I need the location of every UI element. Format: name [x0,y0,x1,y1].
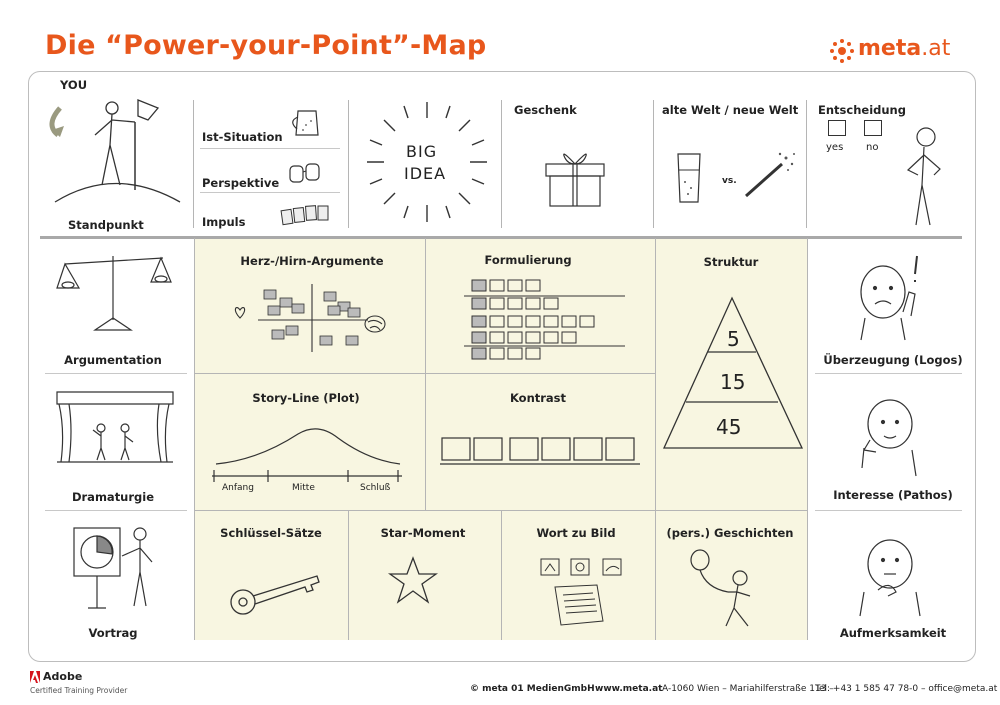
schluessel-label: Schlüssel-Sätze [220,526,322,540]
grid-v-195 [194,238,195,640]
footer-copyright: © meta 01 MedienGmbH [470,684,595,694]
pathos-label: Interesse (Pathos) [833,488,953,502]
big-idea-burst-icon [362,100,492,225]
dramaturgie-label: Dramaturgie [71,490,155,504]
vs-label: vs. [722,176,737,186]
top-divider-5 [806,100,807,228]
situation-perspektive: Perspektive [202,176,280,190]
word-to-image-icon [535,555,635,627]
top-separator [40,236,962,239]
no-checkbox [864,120,882,136]
grid-v-348 [348,510,349,640]
top-divider-3 [501,100,502,228]
formulierung-blocks-icon [460,276,630,361]
star-moment-label: Star-Moment [380,526,466,540]
entscheidung-label: Entscheidung [818,103,906,117]
geschenk-label: Geschenk [514,103,577,117]
thinking-face-logos-icon [845,252,935,342]
situation-impuls: Impuls [202,215,246,229]
magic-wand-icon [742,150,800,200]
right-sep-1 [815,373,962,374]
grid-v-807 [807,238,808,640]
top-divider-2 [348,100,349,228]
standpunkt-label: Standpunkt [68,218,144,232]
presentation-icon [70,522,170,614]
balloon-child-icon [684,548,774,633]
geschichten-label: (pers.) Geschichten [666,526,794,540]
welt-label: alte Welt / neue Welt [662,103,799,117]
pyramid-level-bottom: 45 [716,415,742,439]
heart-brain-matrix-icon [228,278,398,358]
theater-stage-icon [55,390,175,470]
argumentation-label: Argumentation [64,353,162,367]
right-sep-2 [815,510,962,511]
storyline-curve-icon [208,420,408,486]
big-idea-line1: BIG [406,142,438,161]
scale-icon [55,248,173,336]
grid-v-655 [655,238,656,640]
left-sep-1 [45,373,187,374]
top-divider-1 [193,100,194,228]
thinking-person-icon [898,125,948,230]
footer-address: A-1060 Wien – Mariahilferstraße 113 – [662,684,834,694]
standpunkt-figure-icon [40,90,190,215]
adobe-subtitle: Certified Training Provider [30,686,128,695]
logos-label: Überzeugung (Logos) [823,353,963,367]
dominoes-icon [280,200,340,228]
vortrag-label: Vortrag [88,626,138,640]
meta-logo-text: meta.at [858,36,951,61]
footer-website[interactable]: www.meta.at [595,684,663,694]
gift-icon [540,148,610,210]
aufmerksamkeit-label: Aufmerksamkeit [839,626,947,640]
wort-bild-label: Wort zu Bild [536,526,616,540]
grid-h-373 [195,373,655,374]
situation-ist: Ist-Situation [202,130,283,144]
star-icon [388,556,438,606]
kontrast-label: Kontrast [509,391,567,405]
storyline-label: Story-Line (Plot) [252,391,360,405]
attentive-face-icon [850,530,935,620]
storyline-tick-mitte: Mitte [292,483,315,493]
left-sep-2 [45,510,187,511]
grid-v-425 [425,238,426,510]
pyramid-level-top: 5 [727,327,740,351]
you-label: YOU [60,78,88,92]
footer-contact[interactable]: Tel: +43 1 585 47 78-0 – office@meta.at [815,684,998,694]
formulierung-label: Formulierung [484,253,572,267]
meta-logo-icon [828,37,856,65]
struktur-label: Struktur [703,255,759,269]
storyline-tick-anfang: Anfang [222,483,254,493]
binoculars-icon [286,160,326,186]
grid-v-501 [501,510,502,640]
situation-line-1 [200,148,340,149]
yes-checkbox [828,120,846,136]
top-divider-4 [653,100,654,228]
no-label: no [866,142,879,153]
adobe-logo-icon [30,671,40,683]
storyline-tick-schluss: Schluß [360,483,391,493]
herz-hirn-label: Herz-/Hirn-Argumente [240,254,384,268]
adobe-label: Adobe [43,670,83,683]
grid-h-510 [195,510,807,511]
interested-face-pathos-icon [850,390,935,478]
page-title: Die “Power-your-Point”-Map [45,30,487,61]
pyramid-level-middle: 15 [720,370,746,394]
glass-icon [676,152,702,204]
situation-line-2 [200,192,340,193]
kontrast-boxes-icon [440,434,640,468]
key-icon [225,568,325,618]
yes-label: yes [826,142,844,153]
big-idea-line2: IDEA [404,164,447,183]
jug-icon [288,105,328,141]
